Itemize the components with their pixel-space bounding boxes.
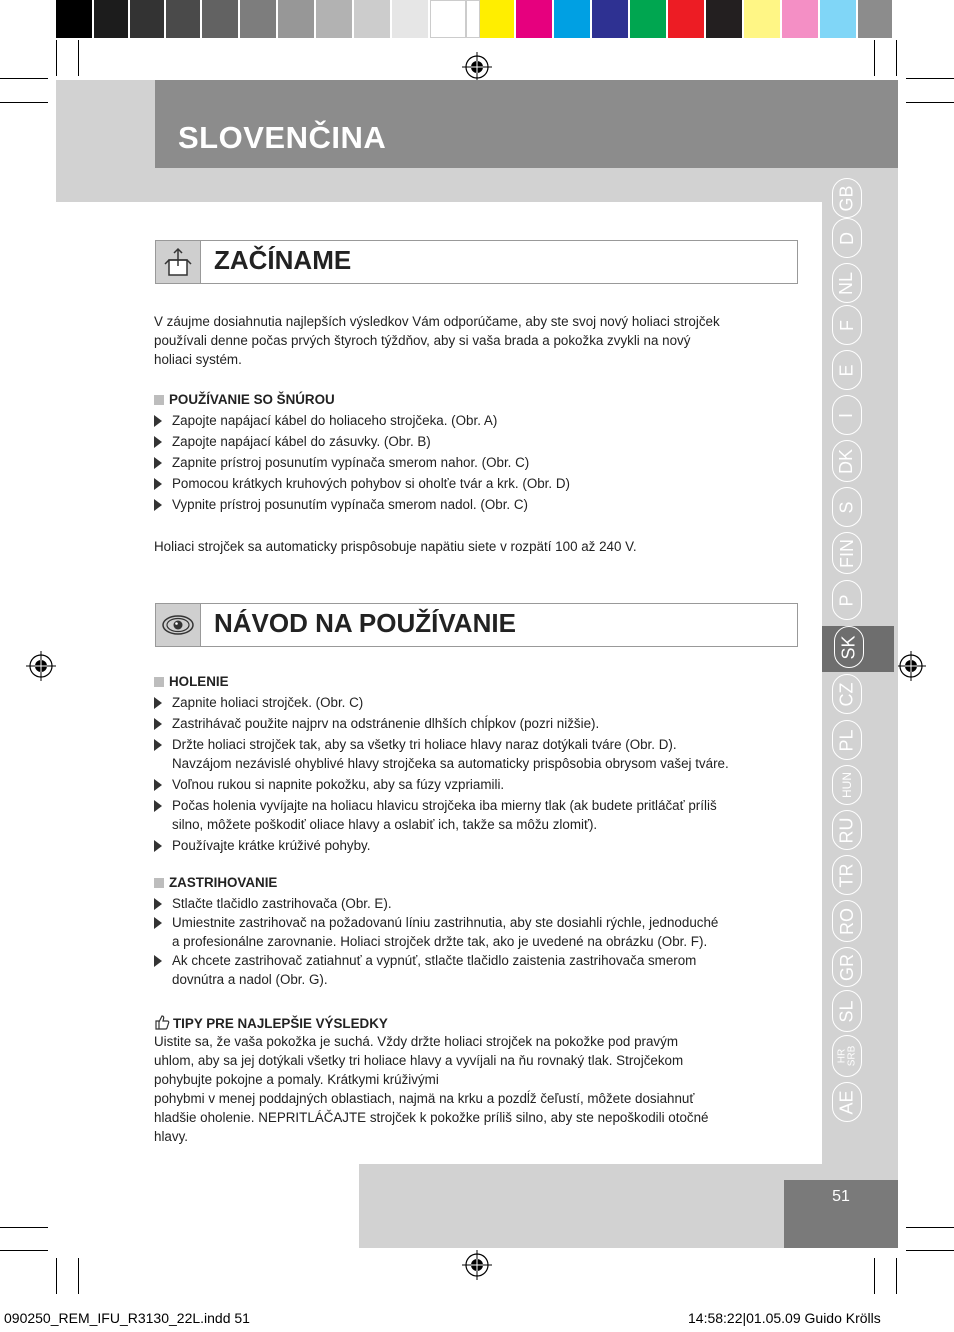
color-swatch bbox=[554, 0, 592, 38]
footer-file-info: 090250_REM_IFU_R3130_22L.indd 51 bbox=[4, 1310, 250, 1326]
text-line: hlavy. bbox=[154, 1129, 188, 1144]
list-item bbox=[154, 693, 794, 712]
triangle-bullet-icon bbox=[154, 436, 162, 448]
list-item bbox=[154, 796, 794, 834]
crop-mark bbox=[56, 1258, 57, 1294]
subheading-text: POUŽÍVANIE SO ŠNÚROU bbox=[169, 392, 335, 407]
text-line: Pomocou krátkych kruhových pohybov si oholťe tvár a krk. (Obr. D) bbox=[172, 476, 570, 491]
text-line: Zapnite holiaci strojček. (Obr. C) bbox=[172, 695, 364, 710]
text-line: Zapnite prístroj posunutím vypínača smerom nahor. (Obr. C) bbox=[172, 455, 530, 470]
square-bullet-icon bbox=[154, 395, 164, 405]
language-tab-e[interactable] bbox=[832, 350, 862, 390]
subheading-text: TIPY PRE NAJLEPŠIE VÝSLEDKY bbox=[173, 1016, 388, 1031]
subheading-trimming bbox=[154, 875, 277, 890]
language-tab-label: P bbox=[836, 593, 857, 607]
language-tab-label: TR bbox=[836, 863, 857, 887]
language-tab-label: S bbox=[836, 500, 857, 514]
crop-mark bbox=[874, 1258, 875, 1294]
text-line: Zapojte napájací kábel do holiaceho strojčeka. (Obr. A) bbox=[172, 413, 498, 428]
list-item bbox=[154, 894, 794, 913]
color-swatch bbox=[240, 0, 278, 38]
color-swatch bbox=[430, 0, 466, 38]
list-item bbox=[154, 495, 794, 514]
color-swatch bbox=[668, 0, 706, 38]
crop-mark bbox=[906, 78, 954, 79]
language-tab-f[interactable] bbox=[832, 305, 862, 345]
language-tab-i[interactable] bbox=[832, 395, 862, 435]
language-tab-fin[interactable] bbox=[832, 532, 862, 574]
language-tab-label: RU bbox=[836, 817, 857, 843]
text-line: Umiestnite zastrihovač na požadovanú líniu zastrihnutia, aby ste dosiahli rýchle, jednoduché bbox=[172, 915, 719, 930]
text-line: Počas holenia vyvíjajte na holiacu hlavicu strojčeka iba mierny tlak (ak budete pritláčať príliš bbox=[172, 798, 717, 813]
section-heading-getting-started bbox=[155, 240, 798, 284]
color-swatch bbox=[94, 0, 130, 38]
box-open-icon bbox=[156, 241, 201, 283]
language-tab-label: GB bbox=[836, 184, 857, 212]
square-bullet-icon bbox=[154, 677, 164, 687]
crop-mark bbox=[78, 1258, 79, 1294]
text-line: Držte holiaci strojček tak, aby sa všetky tri holiace hlavy naraz dotýkali tváre (Obr. D). bbox=[172, 737, 677, 752]
list-item bbox=[154, 474, 794, 493]
color-swatch bbox=[278, 0, 316, 38]
text-line: dovnútra a nadol (Obr. G). bbox=[172, 972, 328, 987]
text-line: a profesionálne zarovnanie. Holiaci strojček držte tak, ako je uvedené na obrázku (Obr. F). bbox=[172, 934, 708, 949]
crop-mark bbox=[56, 40, 57, 76]
crop-mark bbox=[896, 40, 897, 76]
color-calibration-bar bbox=[56, 0, 896, 38]
color-swatch bbox=[706, 0, 744, 38]
language-tab-label: AE bbox=[836, 1089, 857, 1115]
triangle-bullet-icon bbox=[154, 800, 162, 812]
section-title: NÁVOD NA POUŽÍVANIE bbox=[214, 608, 516, 638]
text-line: silno, môžete poškodiť oliace hlavy a oslabiť ich, takže sa môžu zlomiť). bbox=[172, 817, 598, 832]
color-swatch bbox=[316, 0, 354, 38]
crop-mark bbox=[0, 1250, 48, 1251]
color-swatch bbox=[592, 0, 630, 38]
square-bullet-icon bbox=[154, 878, 164, 888]
language-tab-sl[interactable] bbox=[832, 990, 862, 1032]
triangle-bullet-icon bbox=[154, 779, 162, 791]
color-swatch bbox=[744, 0, 782, 38]
color-swatch bbox=[166, 0, 202, 38]
language-tab-ro[interactable] bbox=[832, 900, 862, 942]
color-swatch bbox=[516, 0, 554, 38]
language-tab-label: NL bbox=[836, 271, 857, 295]
page-title: SLOVENČINA bbox=[178, 120, 387, 155]
list-item bbox=[154, 836, 794, 855]
language-tab-label: SK bbox=[838, 634, 859, 660]
list-item bbox=[154, 432, 794, 451]
footer-timestamp: 14:58:22|01.05.09 Guido Krölls bbox=[688, 1310, 881, 1326]
language-tab-gb[interactable] bbox=[832, 178, 862, 218]
language-tab-label: FIN bbox=[836, 538, 857, 568]
triangle-bullet-icon bbox=[154, 739, 162, 751]
subheading-text: ZASTRIHOVANIE bbox=[169, 875, 278, 890]
list-item bbox=[154, 735, 794, 773]
language-tab-label: HR SRB bbox=[836, 1045, 857, 1067]
subheading-cord-use bbox=[154, 392, 335, 407]
color-swatch bbox=[480, 0, 516, 38]
language-tab-label: SL bbox=[836, 999, 857, 1023]
triangle-bullet-icon bbox=[154, 840, 162, 852]
text-line: Vypnite prístroj posunutím vypínača smerom nadol. (Obr. C) bbox=[172, 497, 528, 512]
triangle-bullet-icon bbox=[154, 478, 162, 490]
crop-mark bbox=[0, 102, 48, 103]
crop-mark bbox=[874, 40, 875, 76]
crop-mark bbox=[906, 102, 954, 103]
registration-mark-icon bbox=[462, 1250, 492, 1280]
language-tab-label: I bbox=[836, 412, 857, 418]
text-line: holiaci systém. bbox=[154, 352, 242, 367]
language-tab-cz[interactable] bbox=[832, 674, 862, 714]
color-swatch bbox=[202, 0, 240, 38]
language-tab-label: F bbox=[836, 319, 857, 331]
color-swatch bbox=[354, 0, 392, 38]
registration-mark-icon bbox=[26, 651, 56, 681]
section-heading-instructions bbox=[155, 603, 798, 647]
language-tab-label: CZ bbox=[836, 682, 857, 706]
language-tab-label: E bbox=[836, 363, 857, 377]
language-tab-tr[interactable] bbox=[832, 855, 862, 895]
triangle-bullet-icon bbox=[154, 697, 162, 709]
color-swatch bbox=[392, 0, 430, 38]
language-tab-s[interactable] bbox=[832, 487, 862, 527]
list-item bbox=[154, 951, 794, 989]
subheading-tips bbox=[154, 1014, 388, 1031]
text-line: uhlom, aby sa jej dotýkali všetky tri holiace hlavy a vyvíjali na ňu rovnaký tlak. Strojčekom bbox=[154, 1053, 684, 1068]
text-line: V záujme dosiahnutia najlepších výsledkov Vám odporúčame, aby ste svoj nový holiaci strojček bbox=[154, 314, 720, 329]
language-tab-d[interactable] bbox=[832, 218, 862, 258]
language-tab-dk[interactable] bbox=[832, 440, 862, 482]
text-line: Uistite sa, že vaša pokožka je suchá. Vždy držte holiaci strojček na pokožke pod pravým bbox=[154, 1034, 678, 1049]
color-swatch bbox=[56, 0, 94, 38]
text-line: Ak chcete zastrihovač zatiahnuť a vypnúť, stlačte tlačidlo zaistenia zastrihovača smerom bbox=[172, 953, 697, 968]
eye-icon bbox=[156, 604, 201, 646]
page-number: 51 bbox=[832, 1188, 850, 1205]
language-tab-nl[interactable] bbox=[832, 263, 862, 303]
language-tab-ae[interactable] bbox=[832, 1082, 862, 1122]
registration-mark-icon bbox=[462, 52, 492, 82]
text-line: Používajte krátke krúživé pohyby. bbox=[172, 838, 371, 853]
language-tab-label: DK bbox=[836, 448, 857, 474]
text-line: Zastrihávač použite najprv na odstránenie dlhších chĺpkov (pozri nižšie). bbox=[172, 716, 600, 731]
list-item bbox=[154, 714, 794, 733]
triangle-bullet-icon bbox=[154, 898, 162, 910]
crop-mark bbox=[0, 78, 48, 79]
thumbs-up-icon bbox=[154, 1014, 170, 1030]
text-line: Stlačte tlačidlo zastrihovača (Obr. E). bbox=[172, 896, 392, 911]
text-line: Navzájom nezávislé ohyblivé hlavy strojčeka sa automaticky prispôsobia obrysom vašej tváre. bbox=[172, 756, 729, 771]
language-tab-sk[interactable] bbox=[834, 626, 864, 668]
language-tab-ru[interactable] bbox=[832, 810, 862, 850]
color-swatch bbox=[630, 0, 668, 38]
triangle-bullet-icon bbox=[154, 415, 162, 427]
text-line: používali denne počas prvých štyroch týždňov, aby si vaša brada a pokožka zvykli na nový bbox=[154, 333, 691, 348]
registration-mark-icon bbox=[896, 651, 926, 681]
language-tab-hr-srb[interactable] bbox=[832, 1035, 862, 1077]
language-tab-label: PL bbox=[836, 728, 857, 752]
language-tab-gr[interactable] bbox=[832, 947, 862, 987]
color-swatch bbox=[782, 0, 820, 38]
list-item bbox=[154, 775, 794, 794]
crop-mark bbox=[0, 1227, 48, 1228]
crop-mark bbox=[906, 1227, 954, 1228]
list-item bbox=[154, 411, 794, 430]
text-line: hladšie oholenie. NEPRITLÁČAJTE strojček k pokožke príliš silno, aby ste nepoškodili otočné bbox=[154, 1110, 709, 1125]
text-line: Voľnou rukou si napnite pokožku, aby sa fúzy vzpriamili. bbox=[172, 777, 505, 792]
triangle-bullet-icon bbox=[154, 955, 162, 967]
triangle-bullet-icon bbox=[154, 917, 162, 929]
tips-paragraph bbox=[154, 1032, 709, 1146]
triangle-bullet-icon bbox=[154, 457, 162, 469]
color-swatch bbox=[858, 0, 894, 38]
triangle-bullet-icon bbox=[154, 718, 162, 730]
language-tab-hun[interactable] bbox=[832, 765, 862, 805]
color-swatch bbox=[466, 0, 480, 38]
text-line: Zapojte napájací kábel do zásuvky. (Obr. B) bbox=[172, 434, 431, 449]
crop-mark bbox=[906, 1250, 954, 1251]
language-tab-label: GR bbox=[836, 953, 857, 981]
intro-paragraph bbox=[154, 312, 720, 369]
color-swatch bbox=[130, 0, 166, 38]
color-swatch bbox=[820, 0, 858, 38]
crop-mark bbox=[896, 1258, 897, 1294]
list-item bbox=[154, 913, 794, 951]
list-item bbox=[154, 453, 794, 472]
section-title: ZAČÍNAME bbox=[214, 245, 352, 275]
text-line: pohybujte pokojne a pomaly. Krátkymi krúživými bbox=[154, 1072, 439, 1087]
crop-mark bbox=[78, 40, 79, 76]
subheading-text: HOLENIE bbox=[169, 674, 229, 689]
language-tab-label: D bbox=[836, 231, 857, 245]
subheading-shaving bbox=[154, 674, 229, 689]
language-tab-label: RO bbox=[836, 907, 857, 935]
triangle-bullet-icon bbox=[154, 499, 162, 511]
language-tab-label: HUN bbox=[840, 772, 854, 798]
voltage-note: Holiaci strojček sa automaticky prispôsobuje napätiu siete v rozpätí 100 až 240 V. bbox=[154, 539, 637, 554]
language-tab-p[interactable] bbox=[832, 580, 862, 620]
language-tab-pl[interactable] bbox=[832, 720, 862, 760]
text-line: pohybmi v menej poddajných oblastiach, najmä na krku a pozdĺž čeľustí, môžete dosiahnuť bbox=[154, 1091, 695, 1106]
